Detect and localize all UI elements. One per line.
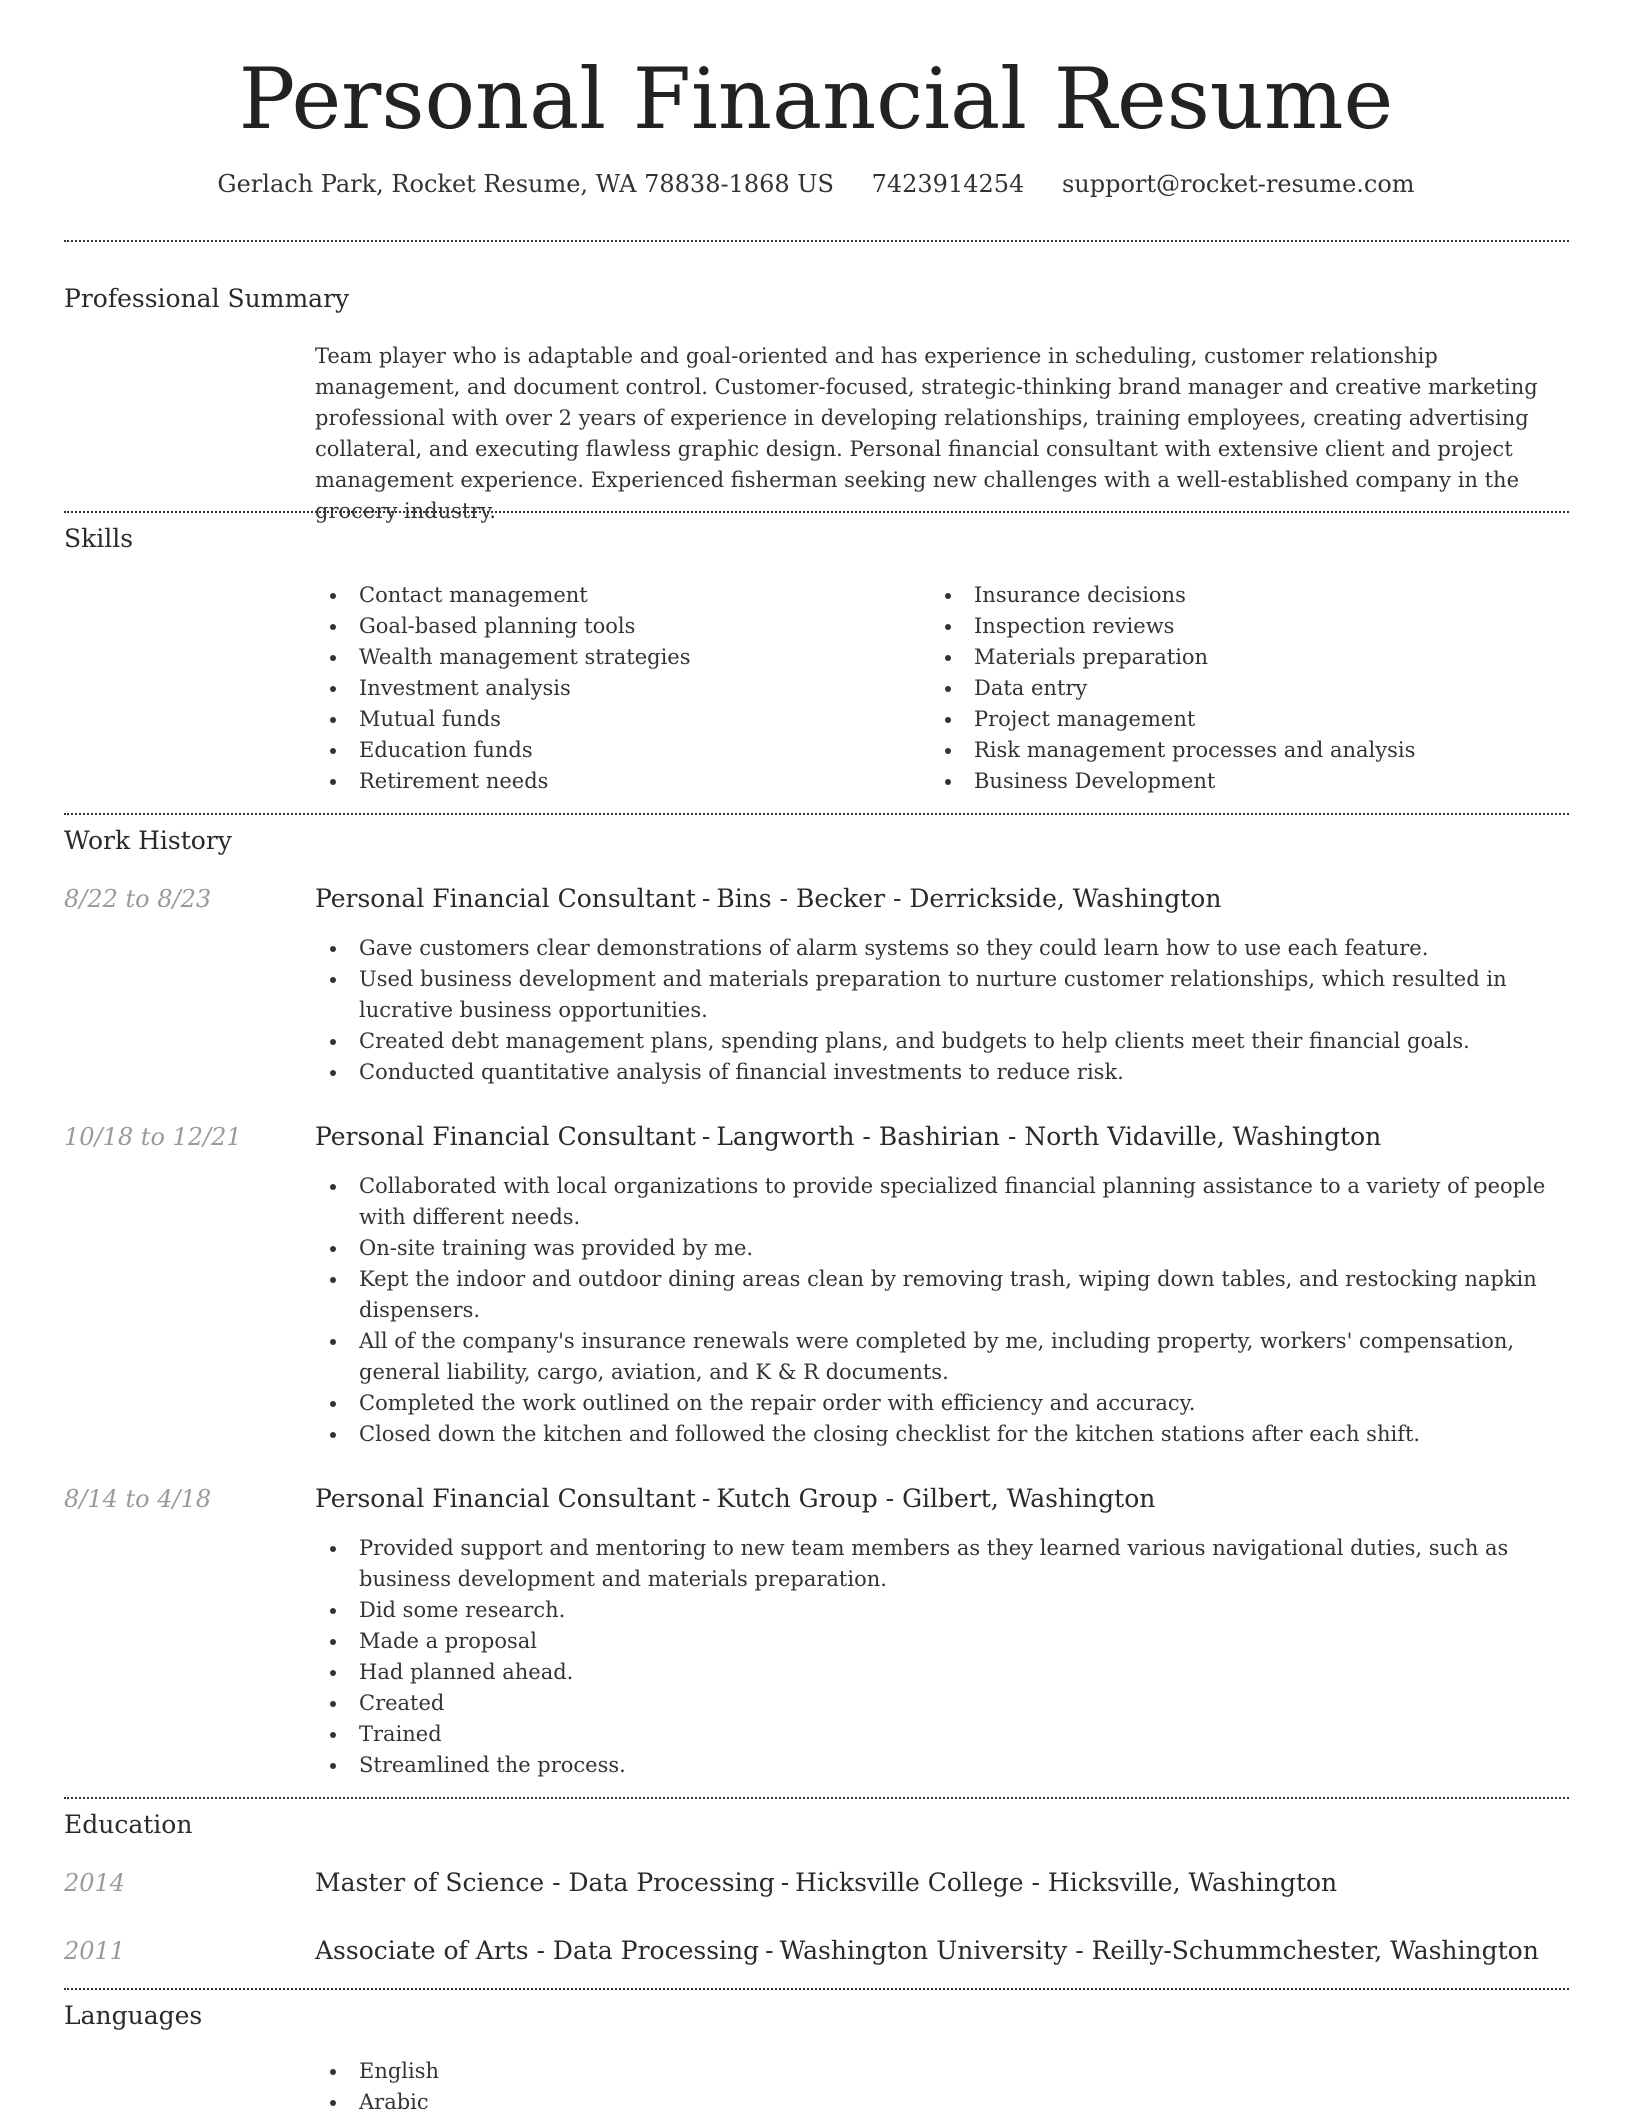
duty-item: Conducted quantitative analysis of financial investments to reduce risk. <box>315 1057 1565 1088</box>
education-year: 2011 <box>64 1937 126 1965</box>
skill-item: Goal-based planning tools <box>315 611 915 642</box>
contact-line <box>0 170 1632 198</box>
section-title-education: Education <box>64 1810 193 1839</box>
school: Hicksville College - Hicksville, Washington <box>795 1868 1338 1897</box>
resume-name: Personal Financial Resume <box>238 50 1394 148</box>
degree: Master of Science - Data Processing <box>315 1868 775 1897</box>
duty-item: On-site training was provided by me. <box>315 1233 1565 1264</box>
section-title-skills: Skills <box>64 524 134 553</box>
job-title: Personal Financial Consultant - Kutch Group - Gilbert, Washington <box>315 1484 1156 1513</box>
summary-text: Team player who is adaptable and goal-oriented and has experience in scheduling, customer relationship management, and document control. Customer-focused, strategic-thinking brand manager and creative marketing professional with over 2 years of experience in developing relationships, training employees, creating advertising collateral, and executing flawless graphic design. Personal financial consultant with extensive client and project management experience. Experienced fisherman seeking new challenges with a well-established company in the grocery industry. <box>315 344 1538 523</box>
skill-item: Risk management processes and analysis <box>930 735 1550 766</box>
languages-list <box>315 2056 1565 2118</box>
skill-item: Inspection reviews <box>930 611 1550 642</box>
job-role: Personal Financial Consultant <box>315 1122 696 1151</box>
skill-item: Project management <box>930 704 1550 735</box>
contact-phone[interactable]: 7423914254 <box>871 170 1025 198</box>
skill-item: Investment analysis <box>315 673 915 704</box>
skill-item: Retirement needs <box>315 766 915 797</box>
skill-item: Business Development <box>930 766 1550 797</box>
duty-item: All of the company's insurance renewals were completed by me, including property, workers' compensation, general liability, cargo, aviation, and K & R documents. <box>315 1326 1565 1388</box>
skill-item: Contact management <box>315 580 915 611</box>
duty-item: Collaborated with local organizations to provide specialized financial planning assistance to a variety of people with different needs. <box>315 1171 1565 1233</box>
job-dates: 8/22 to 8/23 <box>64 885 212 913</box>
school: Washington University - Reilly-Schummchester, Washington <box>779 1936 1539 1965</box>
job-role: Personal Financial Consultant <box>315 1484 696 1513</box>
section-title-summary: Professional Summary <box>64 284 350 313</box>
duty-item: Created debt management plans, spending plans, and budgets to help clients meet their financial goals. <box>315 1026 1565 1057</box>
education-year: 2014 <box>64 1869 126 1897</box>
contact-email[interactable]: support@rocket-resume.com <box>1061 170 1415 198</box>
job-employer: Bins - Becker - Derrickside, Washington <box>716 884 1222 913</box>
job-duties <box>315 1533 1565 1781</box>
duty-item: Had planned ahead. <box>315 1657 1565 1688</box>
duty-item: Streamlined the process. <box>315 1750 1565 1781</box>
skills-list-right <box>930 580 1550 797</box>
degree: Associate of Arts - Data Processing <box>315 1936 760 1965</box>
duty-item: Created <box>315 1688 1565 1719</box>
job-employer: Langworth - Bashirian - North Vidaville, Washington <box>716 1122 1382 1151</box>
divider <box>64 1797 1569 1799</box>
duty-item: Gave customers clear demonstrations of alarm systems so they could learn how to use each feature. <box>315 933 1565 964</box>
skill-item: Data entry <box>930 673 1550 704</box>
duty-item: Used business development and materials preparation to nurture customer relationships, which resulted in lucrative business opportunities. <box>315 964 1565 1026</box>
job-duties <box>315 1171 1565 1450</box>
skill-item: Wealth management strategies <box>315 642 915 673</box>
job-title: Personal Financial Consultant - Langworth - Bashirian - North Vidaville, Washington <box>315 1122 1382 1151</box>
divider <box>64 511 1569 513</box>
skill-item: Materials preparation <box>930 642 1550 673</box>
section-title-languages: Languages <box>64 2001 203 2030</box>
job-dates: 8/14 to 4/18 <box>64 1485 212 1513</box>
skill-item: Education funds <box>315 735 915 766</box>
education-entry: Master of Science - Data Processing - Hicksville College - Hicksville, Washington <box>315 1868 1338 1897</box>
job-duties <box>315 933 1565 1088</box>
language-item: Arabic <box>315 2087 1565 2118</box>
duty-item: Provided support and mentoring to new team members as they learned various navigational duties, such as business development and materials preparation. <box>315 1533 1565 1595</box>
contact-address: Gerlach Park, Rocket Resume, WA 78838-1868 US <box>217 170 834 198</box>
duty-item: Did some research. <box>315 1595 1565 1626</box>
duty-item: Completed the work outlined on the repair order with efficiency and accuracy. <box>315 1388 1565 1419</box>
divider <box>64 1988 1569 1990</box>
duty-item: Closed down the kitchen and followed the closing checklist for the kitchen stations after each shift. <box>315 1419 1565 1450</box>
education-entry: Associate of Arts - Data Processing - Washington University - Reilly-Schummchester, Washington <box>315 1936 1539 1965</box>
language-item: English <box>315 2056 1565 2087</box>
divider <box>64 240 1569 242</box>
duty-item: Kept the indoor and outdoor dining areas clean by removing trash, wiping down tables, and restocking napkin dispensers. <box>315 1264 1565 1326</box>
job-employer: Kutch Group - Gilbert, Washington <box>716 1484 1156 1513</box>
section-title-work: Work History <box>64 826 232 855</box>
skills-list-left <box>315 580 915 797</box>
skill-item: Insurance decisions <box>930 580 1550 611</box>
skill-item: Mutual funds <box>315 704 915 735</box>
duty-item: Made a proposal <box>315 1626 1565 1657</box>
job-dates: 10/18 to 12/21 <box>64 1123 242 1151</box>
duty-item: Trained <box>315 1719 1565 1750</box>
job-title: Personal Financial Consultant - Bins - Becker - Derrickside, Washington <box>315 884 1222 913</box>
job-role: Personal Financial Consultant <box>315 884 696 913</box>
divider <box>64 813 1569 815</box>
